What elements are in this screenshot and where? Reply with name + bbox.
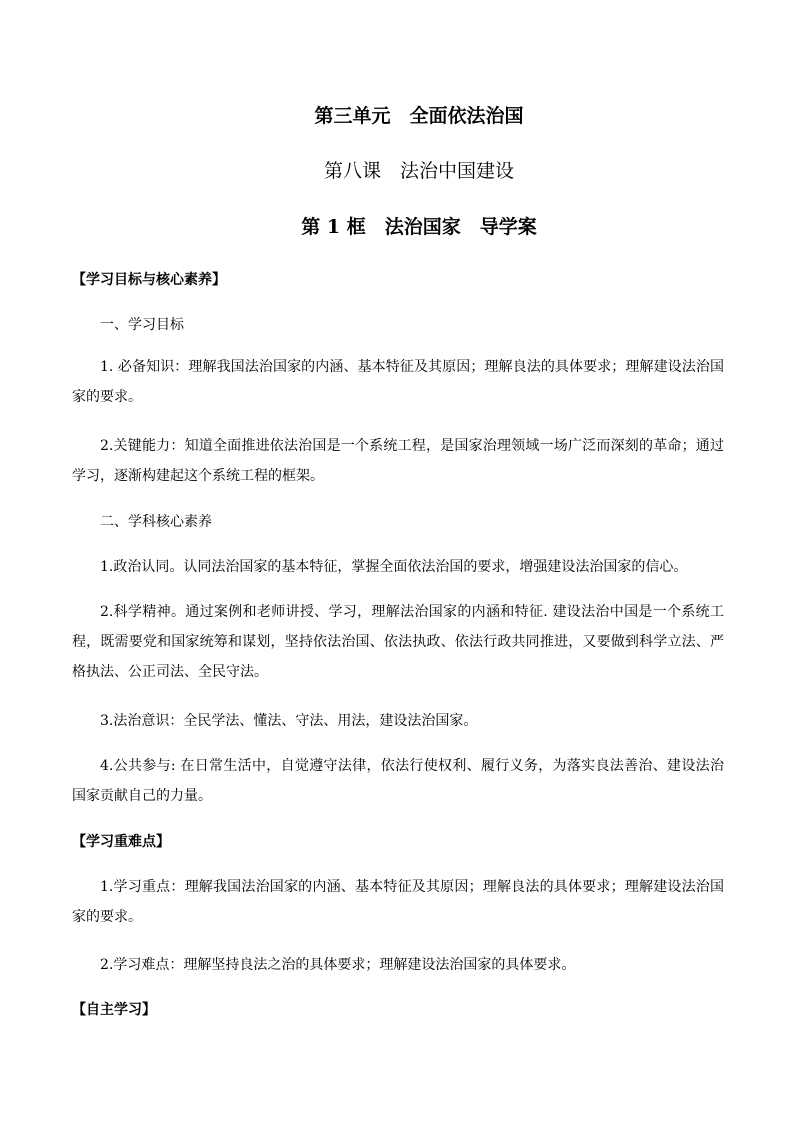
- objectives-heading: 【学习目标与核心素养】: [72, 272, 226, 288]
- unit-title: 第三单元 全面依法治国: [314, 105, 524, 127]
- objective-paragraph-1: 1. 必备知识：理解我国法治国家的内涵、基本特征及其原因；理解良法的具体要求；理解建设法治国家的要求。: [72, 359, 724, 405]
- literacy-paragraph-2: 2.科学精神。通过案例和老师讲授、学习，理解法治国家的内涵和特征. 建设法治中国是一个系统工程，既需要党和国家统筹和谋划，坚持依法治国、依法执政、依法行政共同推进，又要做到科学立法、严格执法、公正司法、全民守法。: [72, 604, 724, 680]
- lesson-title: 第八课 法治中国建设: [323, 160, 514, 182]
- literacy-paragraph-1: 1.政治认同。认同法治国家的基本特征，掌握全面依法治国的要求，增强建设法治国家的信心。: [100, 559, 688, 575]
- objective-paragraph-2: 2.关键能力：知道全面推进依法治国是一个系统工程，是国家治理领域一场广泛而深刻的革命；通过学习，逐渐构建起这个系统工程的框架。: [72, 438, 724, 484]
- key-points-paragraph-1: 1.学习重点：理解我国法治国家的内涵、基本特征及其原因；理解良法的具体要求；理解建设法治国家的要求。: [72, 879, 724, 925]
- literacy-paragraph-3: 3.法治意识：全民学法、懂法、守法、用法，建设法治国家。: [100, 713, 478, 729]
- key-points-heading: 【学习重难点】: [72, 834, 170, 850]
- literacy-paragraph-4: 4.公共参与: 在日常生活中，自觉遵守法律，依法行使权利、履行义务，为落实良法善治、建设法治国家贡献自己的力量。: [72, 758, 724, 804]
- key-points-paragraph-2: 2.学习难点：理解坚持良法之治的具体要求；理解建设法治国家的具体要求。: [100, 957, 576, 973]
- core-literacy-subheading: 二、学科核心素养: [100, 514, 212, 530]
- frame-title: 第 1 框 法治国家 导学案: [301, 216, 537, 238]
- learning-objectives-subheading: 一、学习目标: [100, 317, 184, 333]
- self-study-heading: 【自主学习】: [72, 1002, 156, 1018]
